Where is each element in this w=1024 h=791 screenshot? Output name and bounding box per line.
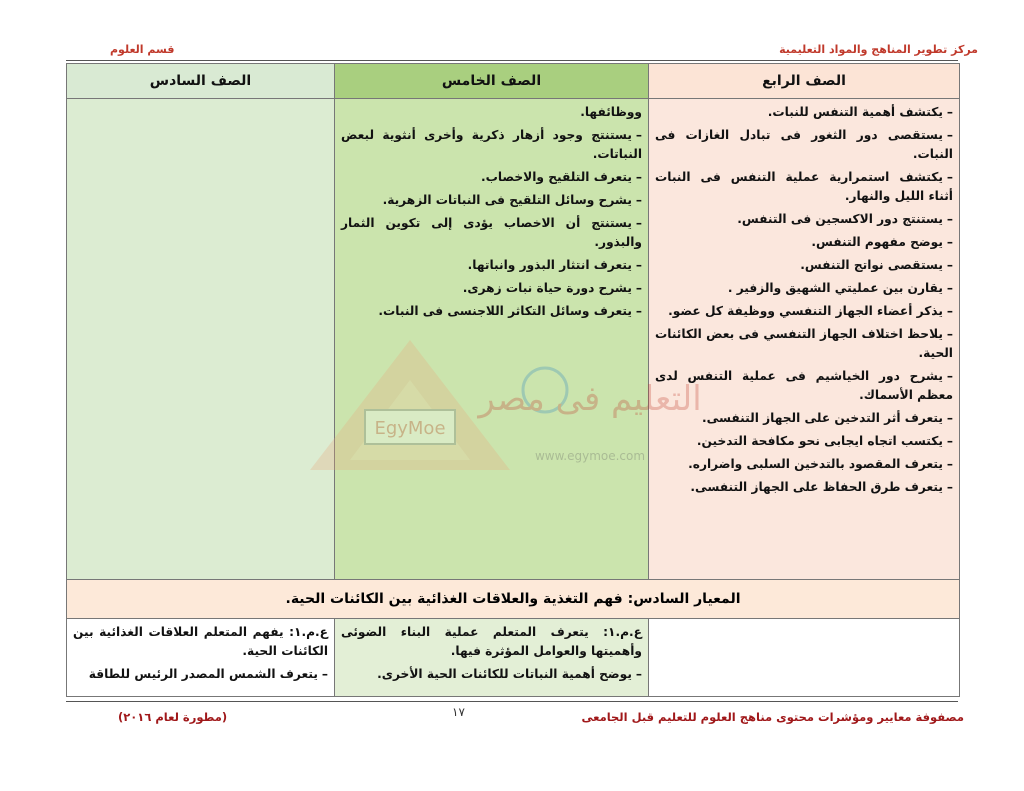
grade4-cell [649,99,960,580]
dash-bullet-icon: – [635,193,642,207]
dash-bullet-icon: – [946,128,953,142]
bottom-grade4-cell [649,619,960,697]
col-header-grade4: الصف الرابع [649,64,960,99]
bottom-grade6-cell [67,619,335,697]
dash-bullet-icon: – [321,667,328,681]
dash-bullet-icon: – [946,411,953,425]
list-item-text: يتعرف طرق الحفاظ على الجهاز التنفسى. [690,480,943,494]
bottom-grade5-cell [335,619,649,697]
dash-bullet-icon: – [946,258,953,272]
grade6-cell [67,99,335,580]
watermark-url-text: www.egymoe.com [534,449,646,463]
list-item-text: يستنتج أن الاخصاب يؤدى إلى تكوين الثمار والبذور. [341,216,642,249]
dash-bullet-icon: – [635,281,642,295]
dash-bullet-icon: – [946,105,953,119]
list-item-text: يلاحظ اختلاف الجهاز التنفسي فى بعض الكائنات الحية. [655,327,953,360]
list-item-text: يكتسب اتجاه ايجابى نحو مكافحة التدخين. [696,434,943,448]
standards-table [66,63,960,697]
list-item [655,478,953,497]
list-item [655,168,953,206]
list-item [341,168,642,187]
dash-bullet-icon: – [635,258,642,272]
dash-bullet-icon: – [635,170,642,184]
dash-bullet-icon: – [946,457,953,471]
dash-bullet-icon: – [946,281,953,295]
list-item-text: ووظائفها. [580,105,642,119]
dash-bullet-icon: – [946,212,953,226]
dash-bullet-icon: – [635,304,642,318]
dash-bullet-icon: – [946,170,953,184]
dash-bullet-icon: – [946,434,953,448]
grade5-cell [335,99,649,580]
list-item [341,214,642,252]
header-rule [66,60,958,61]
dash-bullet-icon: – [946,480,953,494]
list-item [655,409,953,428]
list-item-text: يشرح دورة حياة نبات زهرى. [462,281,632,295]
list-item-text: يكتشف أهمية التنفس للنبات. [767,105,943,119]
col-header-grade5: الصف الخامس [335,64,649,99]
list-item [655,103,953,122]
list-item-text: يتعرف انتثار البذور وانباتها. [467,258,632,272]
header-center-name: مركز تطوير المناهج والمواد التعليمية [779,43,978,56]
list-item [341,279,642,298]
dash-bullet-icon: – [946,369,953,383]
list-item [341,126,642,164]
dash-bullet-icon: – [946,327,953,341]
footer-title: مصفوفة معايير ومؤشرات محتوى مناهج العلوم للتعليم قبل الجامعى [581,710,964,724]
list-item-text: يوضح أهمية النباتات للكائنات الحية الأخرى. [377,667,632,681]
dash-bullet-icon: – [946,304,953,318]
list-item [341,623,642,661]
list-item-text: يتعرف المقصود بالتدخين السلبى واضراره. [688,457,943,471]
list-item [655,325,953,363]
footer-rule [66,701,958,702]
list-item-text: يتعرف التلقيح والاخصاب. [480,170,632,184]
list-item [73,665,328,684]
footer-edition: (مطورة لعام ٢٠١٦) [118,710,228,724]
list-item-text: يستقصى دور الثغور فى تبادل الغازات فى النبات. [655,128,953,161]
list-item-text: يشرح دور الخياشيم فى عملية التنفس لدى معظم الأسماك. [655,369,953,402]
list-item [655,455,953,474]
list-item-text: يقارن بين عمليتي الشهيق والزفير . [727,281,943,295]
list-item-text: يذكر أعضاء الجهاز التنفسي ووظيفة كل عضو. [668,304,943,318]
list-item [655,210,953,229]
page-number: ١٧ [452,705,465,719]
header-department: قسم العلوم [110,43,175,56]
list-item-text: يتعرف الشمس المصدر الرئيس للطاقة [88,667,318,681]
list-item [655,279,953,298]
list-item [655,233,953,252]
list-item [655,256,953,275]
dash-bullet-icon: – [635,128,642,142]
list-item-text: ع.م.١: يفهم المتعلم العلاقات الغذائية بين الكائنات الحية. [73,625,328,658]
list-item-text: يستقصى نواتج التنفس. [800,258,943,272]
watermark-logo-text: EgyMoe [374,418,446,439]
list-item [341,103,642,122]
standard-six-row: المعيار السادس: فهم التغذية والعلاقات الغذائية بين الكائنات الحية. [67,580,960,619]
list-item-text: ع.م.١: يتعرف المتعلم عملية البناء الضوئى وأهميتها والعوامل المؤثرة فيها. [341,625,642,658]
list-item [655,367,953,405]
watermark-arabic-text: التعليم فى مصر [478,379,702,419]
list-item-text: يتعرف أثر التدخين على الجهاز التنفسى. [702,411,943,425]
list-item-text: يشرح وسائل التلقيح فى النباتات الزهرية. [382,193,632,207]
list-item [655,126,953,164]
list-item-text: يستنتج وجود أزهار ذكرية وأخرى أنثوية لبعض النباتات. [341,128,642,161]
dash-bullet-icon: – [946,235,953,249]
list-item-text: يستنتج دور الاكسجين فى التنفس. [737,212,943,226]
dash-bullet-icon: – [635,216,642,230]
list-item [341,302,642,321]
list-item-text: يوضح مفهوم التنفس. [811,235,943,249]
list-item [341,665,642,684]
list-item [655,432,953,451]
list-item [655,302,953,321]
list-item [341,191,642,210]
col-header-grade6: الصف السادس [67,64,335,99]
list-item-text: يكتشف استمرارية عملية التنفس فى النبات أثناء الليل والنهار. [655,170,953,203]
list-item [341,256,642,275]
dash-bullet-icon: – [635,667,642,681]
list-item [73,623,328,661]
list-item-text: يتعرف وسائل التكاثر اللاجنسى فى النبات. [378,304,632,318]
